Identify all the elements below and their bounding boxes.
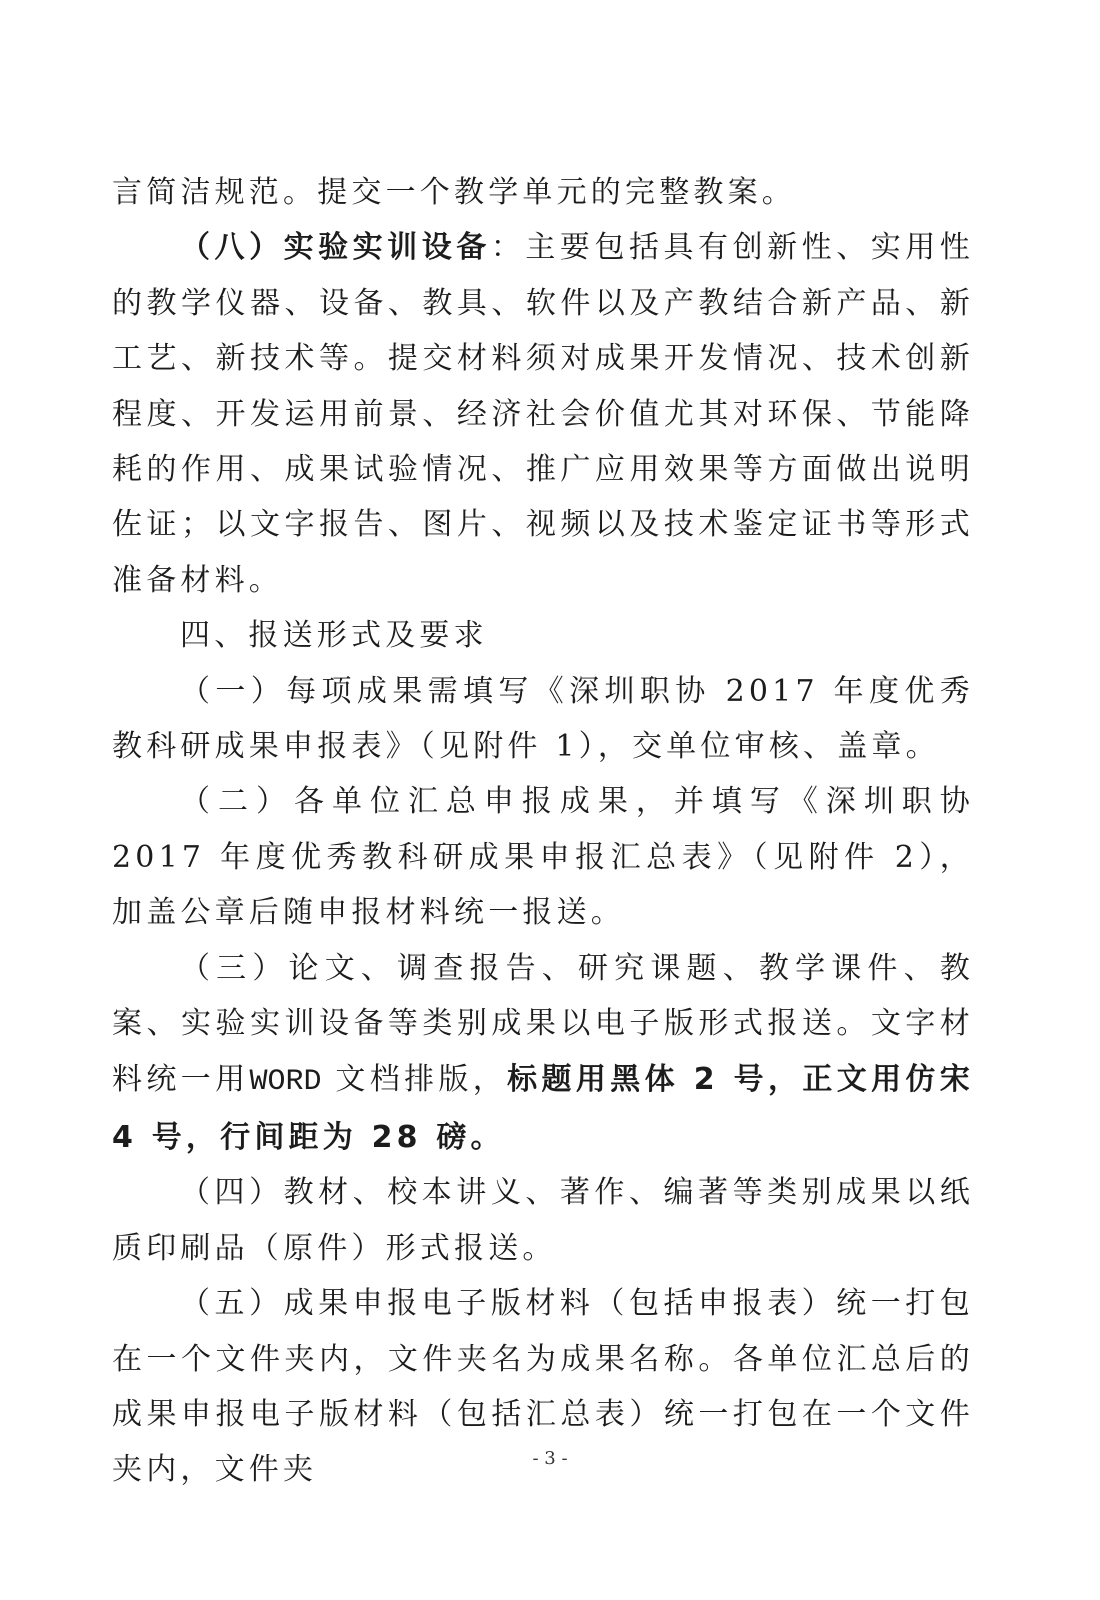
paragraph-lab-equipment	[112, 220, 974, 608]
paragraph-requirement-1: （一）每项成果需填写《深圳职协 2017 年度优秀教科研成果申报表》（见附件 1），交单位审核、盖章。	[112, 673, 974, 765]
paragraph-requirement-5: （五）成果申报电子版材料（包括申报表）统一打包在一个文件夹内，文件夹名为成果名称。各单位汇总后的成果申报电子版材料（包括汇总表）统一打包在一个文件夹内，文件夹	[112, 1286, 974, 1488]
paragraph-continuation: 言简洁规范。提交一个教学单元的完整教案。	[112, 175, 796, 210]
paragraph-requirement-3	[112, 941, 974, 1166]
requirement-3-word: WORD	[249, 1064, 322, 1099]
requirement-3-mid: 文档排版，	[321, 1061, 508, 1097]
page-number: - 3 -	[532, 1448, 568, 1469]
paragraph-requirement-4: （四）教材、校本讲义、著作、编著等类别成果以纸质印刷品（原件）形式报送。	[112, 1175, 974, 1266]
item-label-lab-equipment: （八）实验实训设备	[180, 230, 491, 266]
requirement-3-format-rule: 标题用黑体 2 号，正文用仿宋 4 号，行间距为 28 磅。	[112, 1061, 974, 1155]
item-body-lab-equipment: 主要包括具有创新性、实用性的教学仪器、设备、教具、软件以及产教结合新产品、新工艺、新技术等。提交材料须对成果开发情况、技术创新程度、开发运用前景、经济社会价值尤其对环保、节能降耗的作用、成果试验情况、推广应用效果等方面做出说明佐证；以文字报告、图片、视频以及技术鉴定证书等形式准备材料。	[112, 230, 974, 598]
paragraph-requirement-2: （二）各单位汇总申报成果，并填写《深圳职协 2017 年度优秀教科研成果申报汇总表》（见附件 2），加盖公章后随申报材料统一报送。	[112, 784, 974, 931]
document-body	[112, 165, 974, 1498]
requirement-3-text: （三）论文、调查报告、研究课题、教学课件、教案、实验实训设备等类别成果以电子版形式报送。文字材料统一用	[112, 950, 974, 1097]
section-heading-submission: 四、报送形式及要求	[180, 618, 488, 654]
label-separator: ：	[490, 230, 526, 266]
